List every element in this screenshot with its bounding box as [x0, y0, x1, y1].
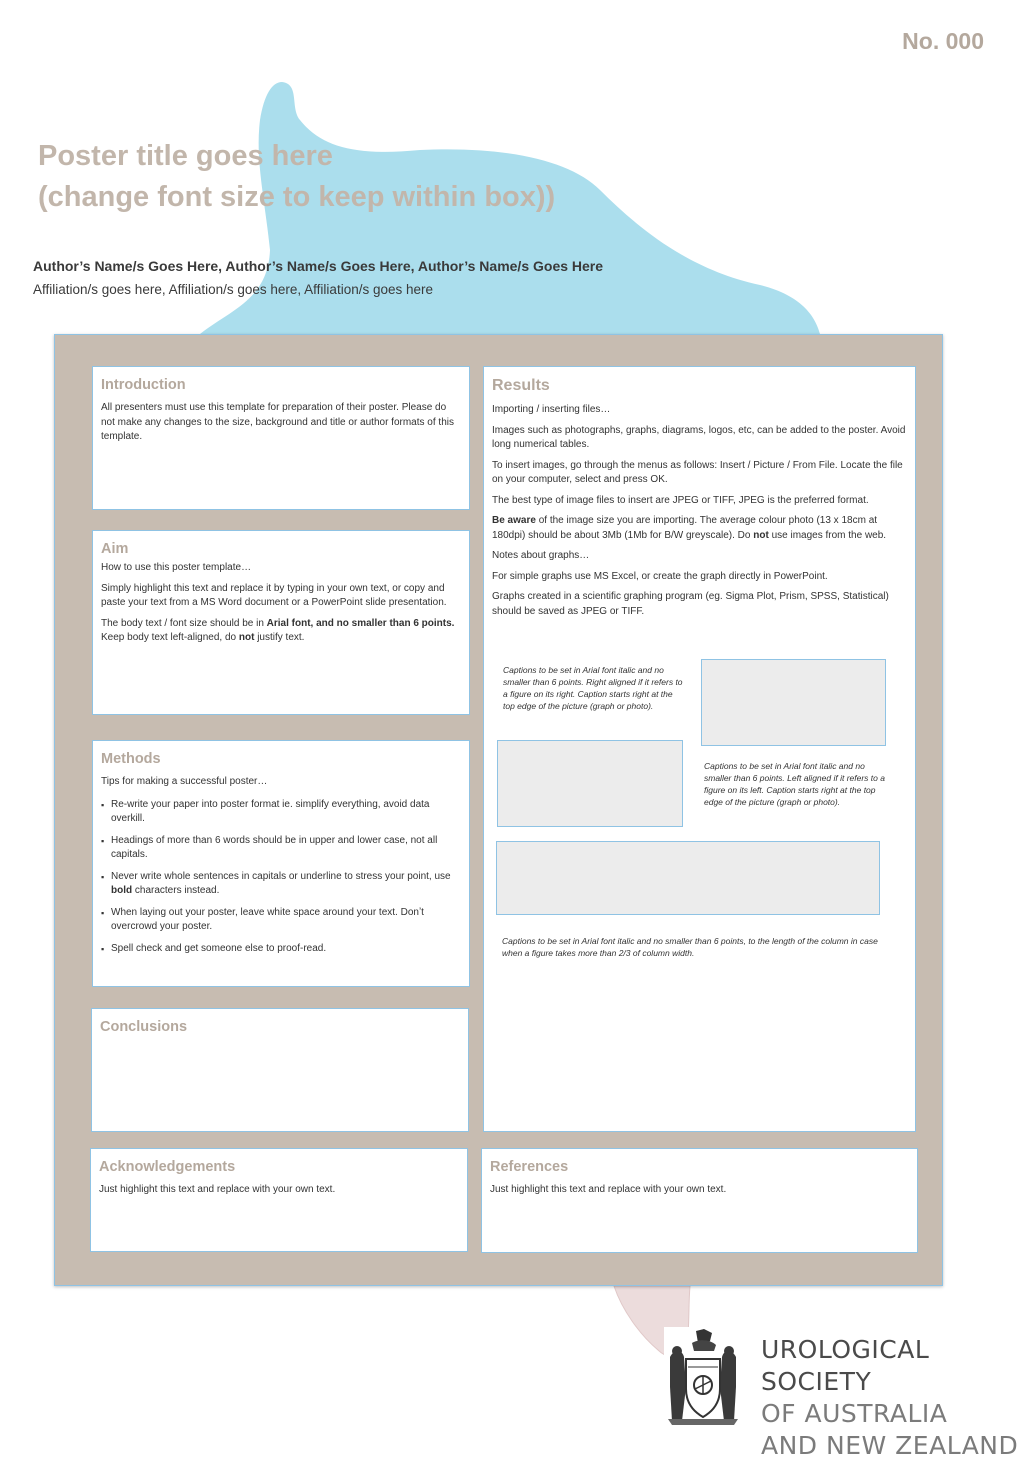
affiliations: Affiliation/s goes here, Affiliation/s goes here, Affiliation/s goes here [33, 282, 434, 297]
coat-of-arms-icon [664, 1327, 742, 1427]
methods-intro: Tips for making a successful poster… [101, 776, 268, 787]
conclusions-heading: Conclusions [100, 1019, 188, 1035]
introduction-section [92, 366, 470, 510]
results-text-5c: not [753, 529, 769, 541]
aim-heading: Aim [101, 541, 129, 557]
introduction-text: All presenters must use this template for preparation of their poster. Please do not make any changes to the size, background and title or author formats of this template. [101, 402, 454, 442]
methods-tip: ▪ When laying out your poster, leave white space around your text. Donʼt overcrowd your poster. [101, 906, 461, 935]
acknowledgements-section [90, 1148, 468, 1252]
figure-placeholder-2 [497, 740, 683, 827]
figure-caption-left-aligned: Captions to be set in Arial font italic and no smaller than 6 points. Left aligned if it refers to a figure on its left. Caption starts right at the top edge of the picture (graph or photo). [704, 761, 885, 807]
figure-placeholder-wide [496, 841, 880, 915]
methods-tip: ▪ Re-write your paper into poster format ie. simplify everything, avoid data overkill. [101, 798, 461, 827]
aim-text-3d: not [238, 632, 255, 643]
results-text-8: Graphs created in a scientific graphing program (eg. Sigma Plot, Prism, SPSS, Statistical) should be saved as JPEG or TIFF. [492, 591, 889, 617]
methods-tip-3b: bold [111, 885, 133, 896]
figure-caption-right-aligned: Captions to be set in Arial font italic and no smaller than 6 points. Right aligned if it refers to a figure on its right. Caption starts right at the top edge of the picture (graph or photo). [503, 665, 683, 711]
results-text-5b: of the image size you are importing. The average colour photo (13 x 18cm at 180dpi) should be about 3Mb (1Mb for B/W greyscale). Do [492, 515, 878, 541]
aim-text-3 [101, 617, 461, 646]
aim-section [92, 530, 470, 715]
methods-tip [101, 870, 461, 899]
methods-tip-3a: Never write whole sentences in capitals or underline to stress your point, use [111, 870, 451, 882]
aim-text-3e: justify text. [254, 632, 305, 643]
references-section [481, 1148, 918, 1253]
author-names: Author’s Name/s Goes Here, Author’s Name/s Goes Here, Author’s Name/s Goes Here [33, 258, 604, 274]
figure-placeholder-1 [701, 659, 886, 746]
results-text-6: Notes about graphs… [492, 550, 590, 561]
aim-text-3a: The body text / font size should be in [101, 617, 267, 629]
methods-heading: Methods [101, 751, 161, 767]
methods-tip: ▪ Spell check and get someone else to proof-read. [101, 942, 461, 957]
results-text-2: Images such as photographs, graphs, diagrams, logos, etc, can be added to the poster. Avoid long numerical tables. [492, 424, 906, 450]
results-text-4: The best type of image files to insert are JPEG or TIFF, JPEG is the preferred format. [492, 494, 869, 506]
references-text: Just highlight this text and replace with your own text. [490, 1184, 727, 1195]
results-text-5d: use images from the web. [768, 529, 887, 541]
references-heading: References [490, 1159, 569, 1175]
poster-title [38, 136, 555, 218]
aim-text-3c: Keep body text left-aligned, do [101, 632, 239, 643]
results-text-3: To insert images, go through the menus as follows: Insert / Picture / From File. Locate the file on your computer, select and press OK. [492, 459, 903, 485]
poster-title-line-1: Poster title goes here [38, 140, 333, 172]
aim-text-3b: Arial font, and no smaller than 6 points. [266, 617, 455, 629]
introduction-heading: Introduction [101, 377, 186, 393]
results-text-1: Importing / inserting files… [492, 404, 611, 415]
logo-line-1: UROLOGICAL SOCIETY [761, 1335, 930, 1396]
figure-caption-full-width: Captions to be set in Arial font italic and no smaller than 6 points, to the length of the column in case when a figure takes more than 2/3 of column width. [502, 936, 878, 958]
society-logo-text [761, 1334, 1024, 1462]
logo-line-2: OF AUSTRALIA [761, 1399, 948, 1428]
logo-line-3: AND NEW ZEALAND [761, 1431, 1019, 1460]
methods-section [92, 740, 470, 987]
conclusions-section [91, 1008, 469, 1132]
results-heading: Results [492, 377, 550, 394]
acknowledgements-text: Just highlight this text and replace with your own text. [99, 1184, 336, 1195]
methods-tip: ▪ Headings of more than 6 words should be in upper and lower case, not all capitals. [101, 834, 461, 863]
poster-number: No. 000 [902, 28, 984, 54]
acknowledgements-heading: Acknowledgements [99, 1159, 236, 1175]
poster-title-line-2: (change font size to keep within box)) [38, 181, 556, 213]
aim-text-2: Simply highlight this text and replace it by typing in your own text, or copy and paste your text from a MS Word document or a PowerPoint slide presentation. [101, 582, 447, 608]
methods-tip-3c: characters instead. [132, 885, 220, 896]
results-text-7: For simple graphs use MS Excel, or create the graph directly in PowerPoint. [492, 570, 828, 582]
methods-tips-list [101, 798, 461, 957]
aim-text-1: How to use this poster template… [101, 562, 252, 573]
results-text-5 [492, 514, 907, 543]
results-text-5a: Be aware [492, 515, 536, 526]
